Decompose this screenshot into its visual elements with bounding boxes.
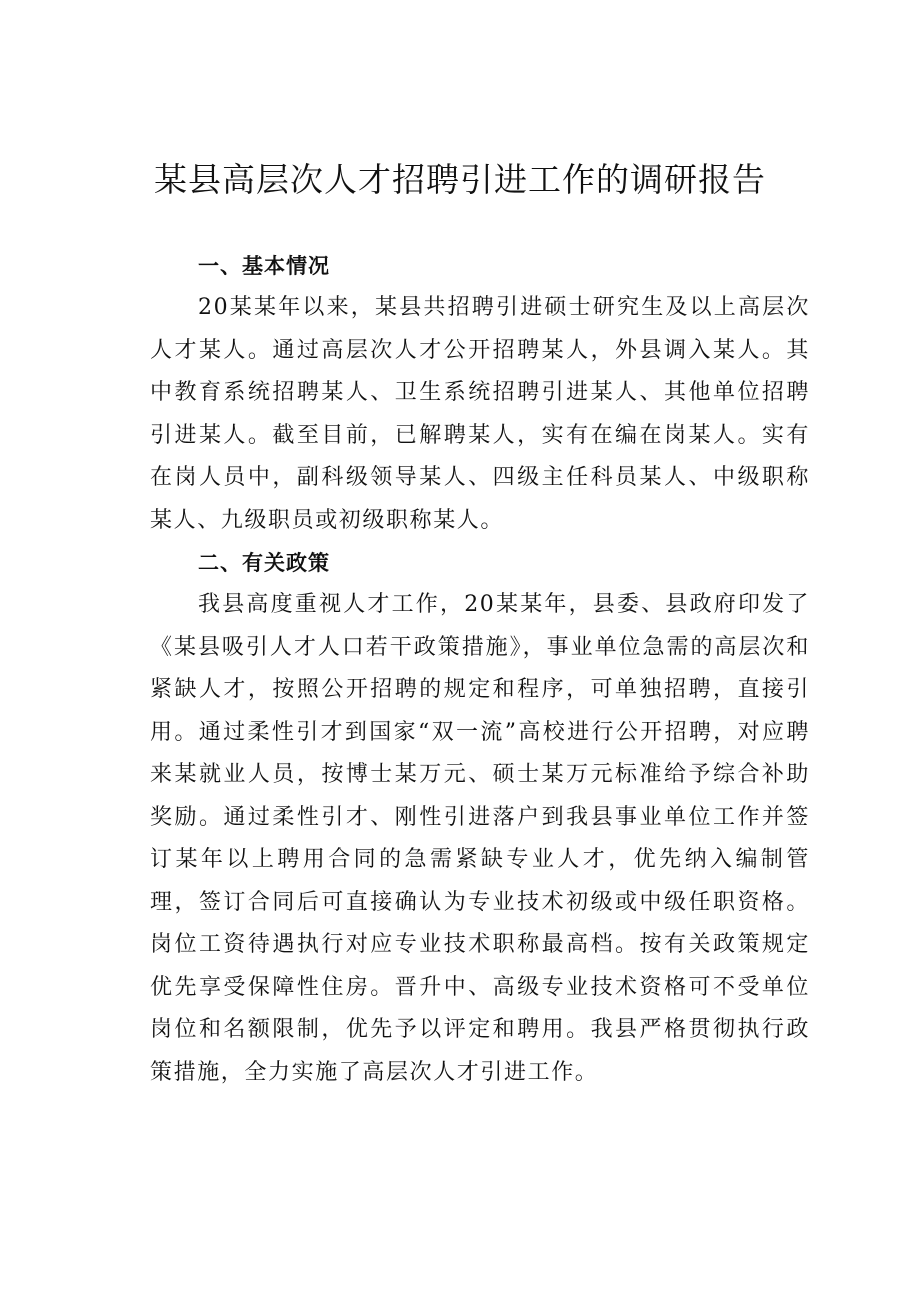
section-heading-basic-situation: 一、基本情况 bbox=[198, 254, 330, 278]
section-paragraph-basic-situation: 20某某年以来，某县共招聘引进硕士研究生及以上高层次人才某人。通过高层次人才公开招聘某人，外县调入某人。其中教育系统招聘某人、卫生系统招聘引进某人、其他单位招聘引进某人。截至目前，已解聘某人，实有在编在岗某人。实有在岗人员中，副科级领导某人、四级主任科员某人、中级职称某人、九级职员或初级职称某人。 bbox=[150, 295, 810, 533]
document-body bbox=[150, 245, 810, 1094]
section-heading-related-policies: 二、有关政策 bbox=[198, 551, 330, 575]
section-paragraph-related-policies: 我县高度重视人才工作，20某某年，县委、县政府印发了《某县吸引人才人口若干政策措施》，事业单位急需的高层次和紧缺人才，按照公开招聘的规定和程序，可单独招聘，直接引用。通过柔性引才到国家“双一流”高校进行公开招聘，对应聘来某就业人员，按博士某万元、硕士某万元标准给予综合补助奖励。通过柔性引才、刚性引进落户到我县事业单位工作并签订某年以上聘用合同的急需紧缺专业人才，优先纳入编制管理，签订合同后可直接确认为专业技术初级或中级任职资格。岗位工资待遇执行对应专业技术职称最高档。按有关政策规定优先享受保障性住房。晋升中、高级专业技术资格可不受单位岗位和名额限制，优先予以评定和聘用。我县严格贯彻执行政策措施，全力实施了高层次人才引进工作。 bbox=[150, 592, 810, 1085]
document-title: 某县高层次人才招聘引进工作的调研报告 bbox=[154, 160, 766, 199]
